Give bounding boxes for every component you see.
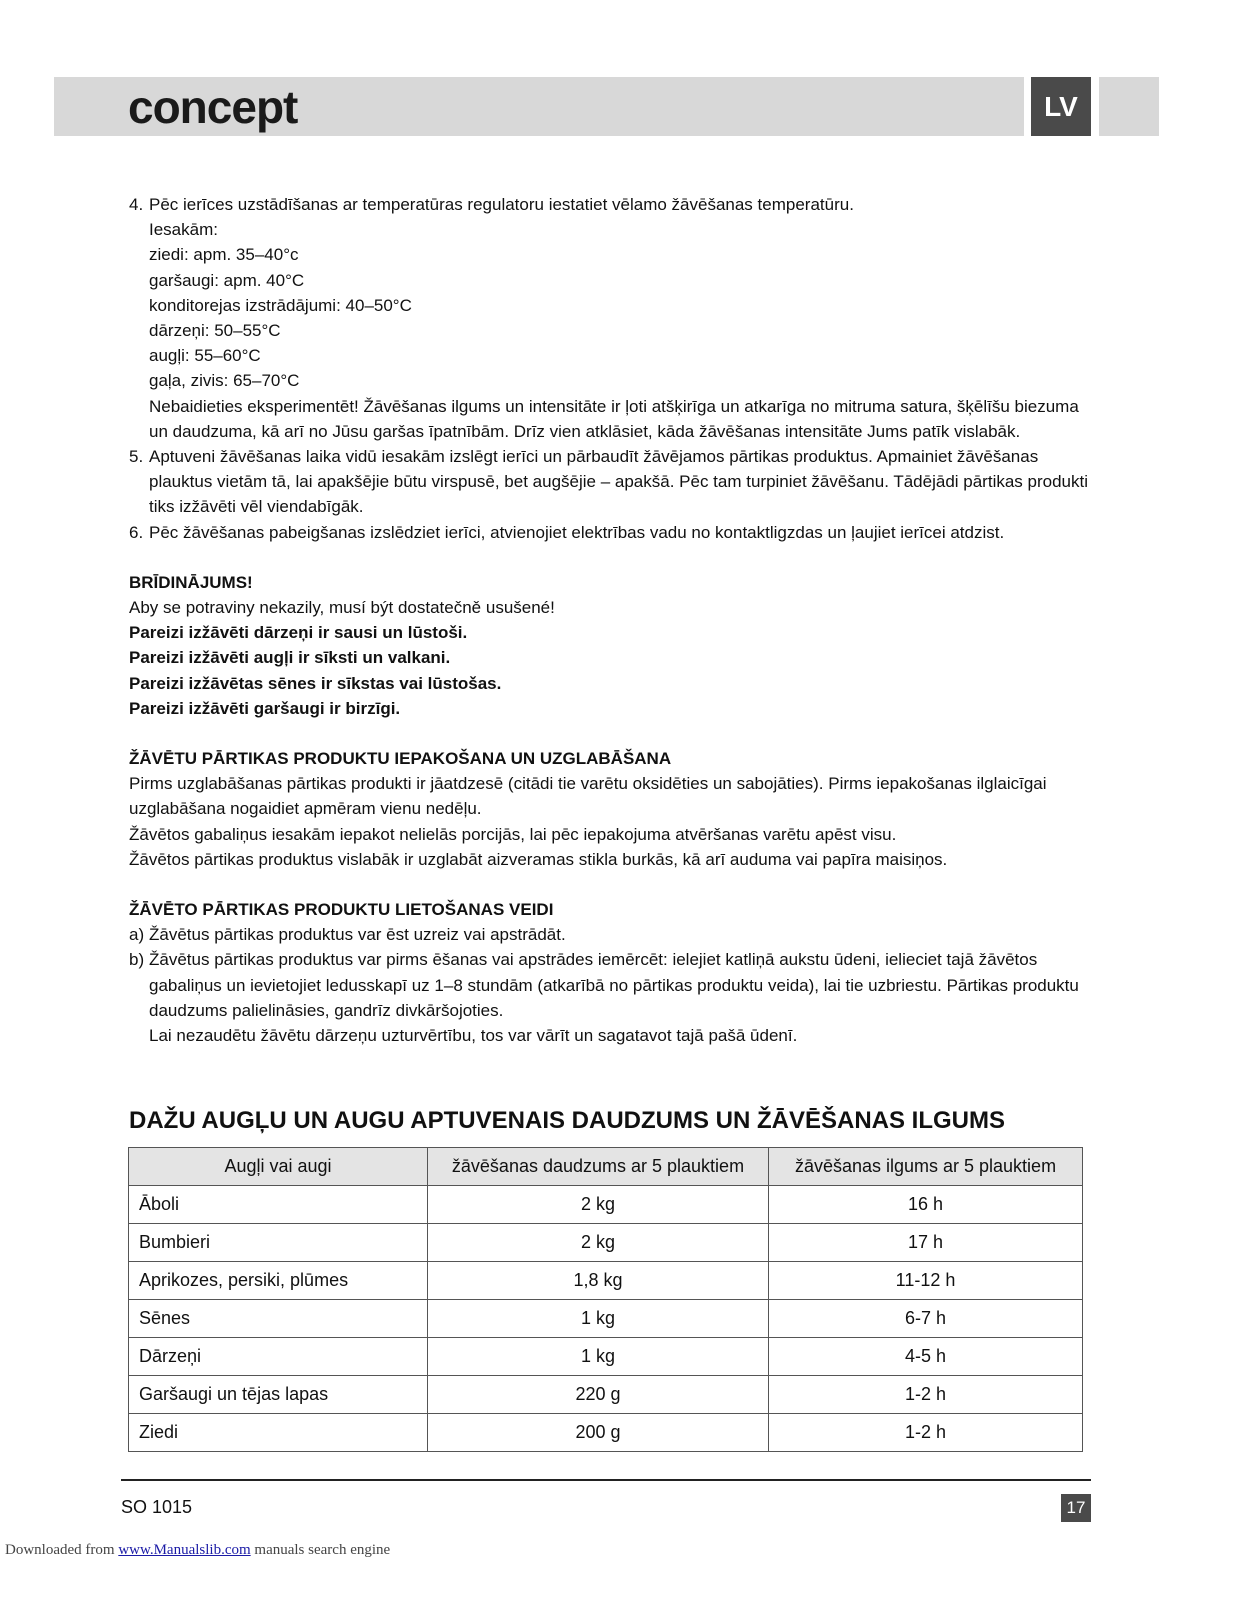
step-6: [129, 520, 1089, 545]
table-title: DAŽU AUGĻU UN AUGU APTUVENAIS DAUDZUMS UN ŽĀVĒŠANAS ILGUMS: [129, 1107, 1005, 1134]
step-text: Pēc žāvēšanas pabeigšanas izslēdziet ierīci, atvienojiet elektrības vadu no kontaktligzdas un ļaujiet ierīcei atdzist.: [149, 522, 1005, 542]
temp-item: ziedi: apm. 35–40°c: [149, 245, 299, 265]
column-header: Augļi vai augi: [129, 1148, 428, 1186]
table-cell: 4-5 h: [769, 1338, 1083, 1376]
table-cell: Āboli: [129, 1186, 428, 1224]
table-row: [129, 1224, 1083, 1262]
manualslib-link[interactable]: www.Manualslib.com: [118, 1542, 251, 1558]
temp-item: augļi: 55–60°C: [149, 346, 261, 366]
table-cell: 11-12 h: [769, 1262, 1083, 1300]
table-cell: 2 kg: [428, 1224, 769, 1262]
storage-paragraph: Pirms uzglabāšanas pārtikas produkti ir jāatdzesē (citādi tie varētu oksidēties un sabojāties). Pirms iepakošanas ilglaicīgai uzglabāšana nogaidiet apmēram vienu nedēļu.: [129, 774, 1047, 819]
usage-text: Žāvētus pārtikas produktus var pirms ēšanas vai apstrādes iemērcēt: ielejiet katliņā aukstu ūdeni, ielieciet tajā žāvētos gabaliņus un ievietojiet ledusskapī uz 1–8 stundām (atkarībā no pārtikas produktu veida), lai tie uzbriestu. Pārtikas produktu daudzums palielināsies, gandrīz divkāršojoties.: [149, 950, 1079, 1020]
storage-paragraph: Žāvētos pārtikas produktus vislabāk ir uzglabāt aizveramas stikla burkās, kā arī auduma vai papīra maisiņos.: [129, 849, 948, 869]
column-header: žāvēšanas ilgums ar 5 plauktiem: [769, 1148, 1083, 1186]
recommend-label: Iesakām:: [149, 220, 218, 240]
table-header-row: [129, 1148, 1083, 1186]
step-note: Nebaidieties eksperimentēt! Žāvēšanas ilgums un intensitāte ir ļoti atšķirīga un atkarīga no mitruma satura, šķēlīšu biezuma un daudzuma, kā arī no Jūsu garšas īpatnībām. Drīz vien atklāsiet, kāda žāvēšanas intensitāte Jums patīk vislabāk.: [149, 396, 1079, 441]
step-text: Pēc ierīces uzstādīšanas ar temperatūras regulatoru iestatiet vēlamo žāvēšanas temperatūru.: [149, 195, 854, 214]
main-content: [129, 192, 1089, 1048]
table-cell: 220 g: [428, 1376, 769, 1414]
usage-item-a: [129, 922, 1089, 947]
page-number: 17: [1061, 1494, 1091, 1522]
usage-extra: Lai nezaudētu žāvētu dārzeņu uzturvērtību, tos var vārīt un sagatavot tajā pašā ūdenī.: [149, 1026, 798, 1046]
table-row: [129, 1338, 1083, 1376]
storage-paragraph: Žāvētos gabaliņus iesakām iepakot nelielās porcijās, lai pēc iepakojuma atvēršanas varētu apēst visu.: [129, 824, 897, 844]
warning-bold-line: Pareizi izžāvēti augļi ir sīksti un valkani.: [129, 648, 451, 668]
step-text: Aptuveni žāvēšanas laika vidū iesakām izslēgt ierīci un pārbaudīt žāvējamos pārtikas produktus. Apmainiet žāvēšanas plauktus vietām tā, lai apakšējie būtu virspusē, bet augšējie – apakšā. Pēc tam turpiniet žāvēšanu. Tādējādi pārtikas produkti tiks izžāvēti vēl viendabīgāk.: [149, 447, 1089, 517]
table-cell: 16 h: [769, 1186, 1083, 1224]
download-note: [5, 1542, 390, 1559]
table-row: [129, 1262, 1083, 1300]
download-prefix: Downloaded from: [5, 1542, 115, 1558]
language-badge: LV: [1031, 77, 1091, 136]
warning-heading: BRĪDINĀJUMS!: [129, 572, 253, 592]
usage-heading: ŽĀVĒTO PĀRTIKAS PRODUKTU LIETOŠANAS VEIDI: [129, 900, 554, 920]
table-cell: 200 g: [428, 1414, 769, 1452]
temp-item: dārzeņi: 50–55°C: [149, 321, 281, 341]
temp-item: konditorejas izstrādājumi: 40–50°C: [149, 295, 412, 315]
table-row: [129, 1376, 1083, 1414]
warning-bold-line: Pareizi izžāvēti garšaugi ir birzīgi.: [129, 698, 401, 718]
usage-letter: b): [129, 950, 145, 970]
step-4: [129, 192, 1089, 444]
warning-bold-line: Pareizi izžāvētas sēnes ir sīkstas vai lūstošas.: [129, 673, 502, 693]
temp-item: garšaugi: apm. 40°C: [149, 270, 305, 290]
warning-text: Aby se potraviny nekazily, musí být dostatečně usušené!: [129, 598, 555, 618]
table-cell: 1,8 kg: [428, 1262, 769, 1300]
table-row: [129, 1186, 1083, 1224]
temp-item: gaļa, zivis: 65–70°C: [149, 371, 300, 391]
table-cell: Dārzeņi: [129, 1338, 428, 1376]
warning-bold-line: Pareizi izžāvēti dārzeņi ir sausi un lūstoši.: [129, 623, 468, 643]
storage-heading: ŽĀVĒTU PĀRTIKAS PRODUKTU IEPAKOŠANA UN UZGLABĀŠANA: [129, 749, 672, 769]
step-number: 4.: [129, 195, 144, 214]
usage-item-b: [129, 947, 1089, 1048]
table-cell: Garšaugi un tējas lapas: [129, 1376, 428, 1414]
drying-table: [128, 1147, 1083, 1452]
column-header: žāvēšanas daudzums ar 5 plauktiem: [428, 1148, 769, 1186]
usage-letter: a): [129, 925, 145, 945]
step-number: 6.: [129, 522, 144, 542]
step-5: [129, 444, 1089, 520]
model-number: SO 1015: [121, 1497, 193, 1517]
table-cell: 17 h: [769, 1224, 1083, 1262]
brand-logo: concept: [128, 81, 298, 133]
footer-divider: [121, 1479, 1091, 1481]
table-cell: Aprikozes, persiki, plūmes: [129, 1262, 428, 1300]
usage-text: Žāvētus pārtikas produktus var ēst uzreiz vai apstrādāt.: [149, 925, 566, 945]
step-number: 5.: [129, 447, 144, 467]
table-cell: 1 kg: [428, 1338, 769, 1376]
table-cell: Ziedi: [129, 1414, 428, 1452]
table-cell: Sēnes: [129, 1300, 428, 1338]
header-bar-right: [1099, 77, 1159, 136]
download-suffix: manuals search engine: [254, 1542, 391, 1558]
table-cell: 6-7 h: [769, 1300, 1083, 1338]
table-cell: 2 kg: [428, 1186, 769, 1224]
table-row: [129, 1300, 1083, 1338]
table-cell: 1-2 h: [769, 1414, 1083, 1452]
table-row: [129, 1414, 1083, 1452]
table-cell: 1 kg: [428, 1300, 769, 1338]
table-cell: Bumbieri: [129, 1224, 428, 1262]
table-cell: 1-2 h: [769, 1376, 1083, 1414]
